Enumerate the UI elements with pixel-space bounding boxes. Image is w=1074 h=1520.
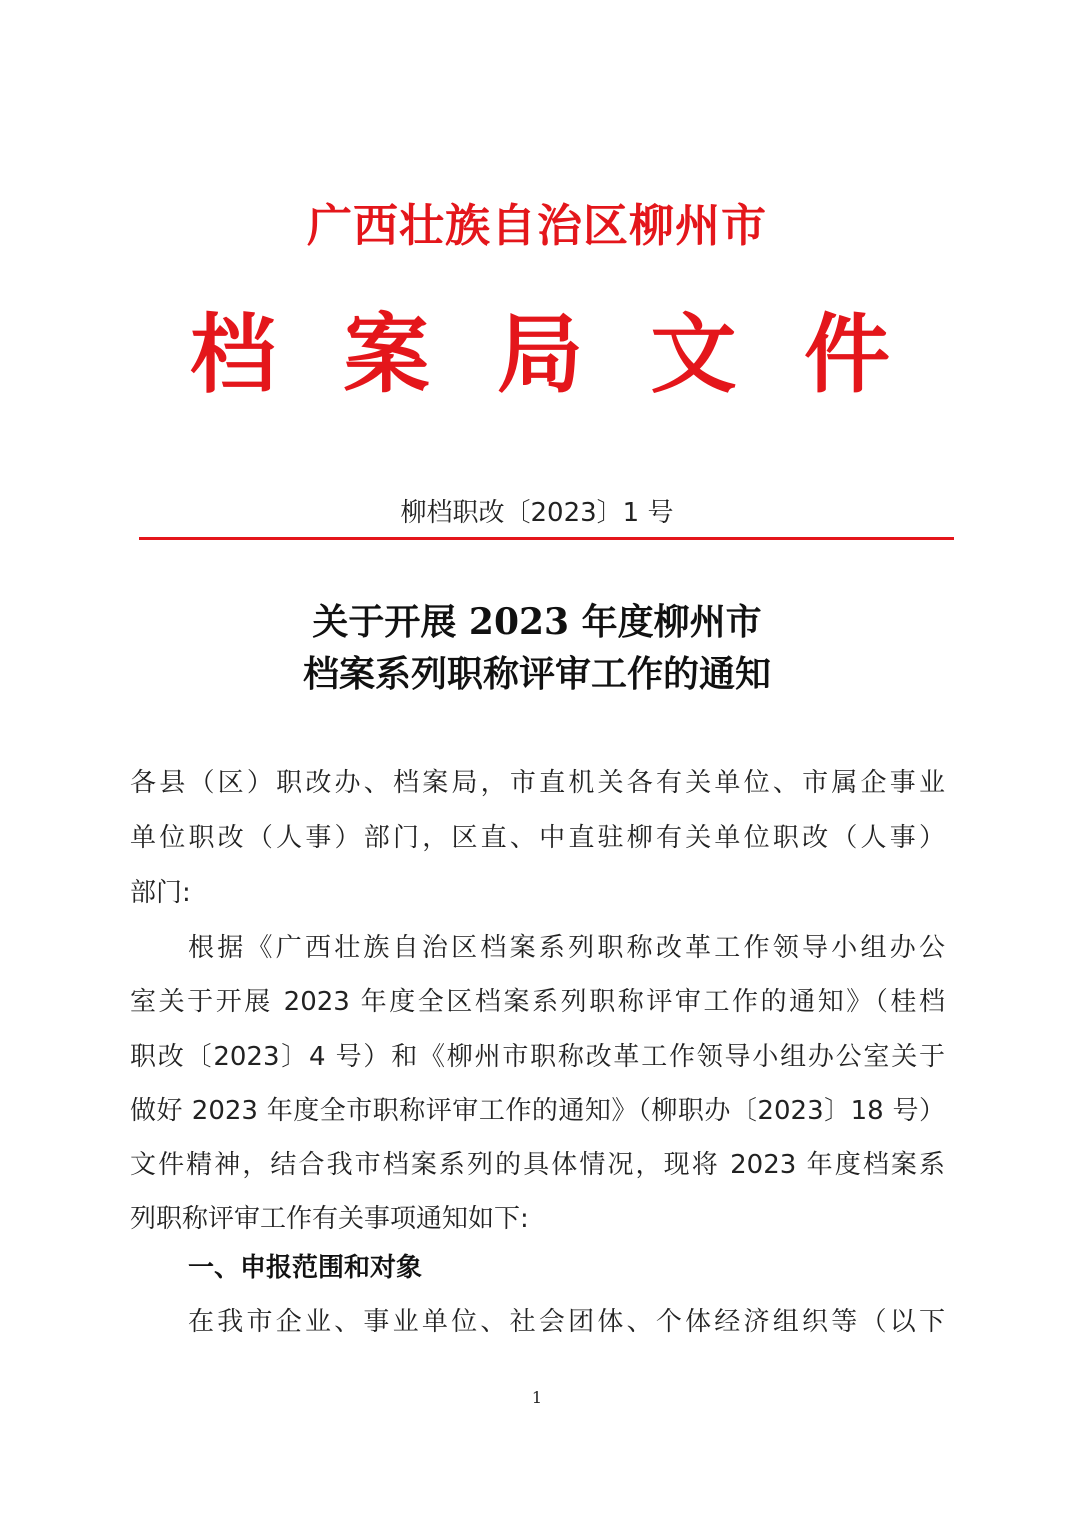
body-text-line: 室关于开展 2023 年度全区档案系列职称评审工作的通知》（桂档: [130, 987, 945, 1017]
header-doc-char: 案: [343, 305, 430, 405]
document-number: 柳档职改〔2023〕1 号: [400, 498, 674, 528]
page-number: 1: [531, 1388, 543, 1407]
body-text-line: 单位职改（人事）部门，区直、中直驻柳有关单位职改（人事）: [130, 823, 945, 853]
body-text-line: 列职称评审工作有关事项通知如下:: [130, 1204, 529, 1234]
header-doc-char: 档: [190, 305, 276, 405]
header-document-type: [190, 305, 890, 405]
document-title-line: 档案系列职称评审工作的通知: [302, 653, 771, 695]
red-separator-line: [139, 537, 954, 540]
section-heading: 一、申报范围和对象: [188, 1253, 423, 1283]
header-doc-char: 件: [804, 305, 890, 405]
document-title-line: 关于开展 2023 年度柳州市: [312, 601, 762, 643]
body-text-line: 根据《广西壮族自治区档案系列职称改革工作领导小组办公: [188, 933, 945, 963]
body-text-line: 职改〔2023〕4 号）和《柳州市职称改革工作领导小组办公室关于: [130, 1042, 945, 1072]
document-title: [0, 596, 1074, 700]
body-text-line: 做好 2023 年度全市职称评审工作的通知》（柳职办〔2023〕18 号）: [130, 1096, 945, 1126]
body-text-line: 各县（区）职改办、档案局，市直机关各有关单位、市属企事业: [130, 768, 945, 798]
header-doc-char: 局: [497, 305, 583, 405]
body-text-line: 文件精神，结合我市档案系列的具体情况，现将 2023 年度档案系: [130, 1150, 945, 1180]
body-text-line: 在我市企业、事业单位、社会团体、个体经济组织等（以下: [188, 1307, 945, 1337]
header-doc-char: 文: [650, 305, 737, 405]
body-text-line: 部门:: [130, 878, 191, 908]
header-issuing-authority: 广西壮族自治区柳州市: [306, 199, 767, 252]
